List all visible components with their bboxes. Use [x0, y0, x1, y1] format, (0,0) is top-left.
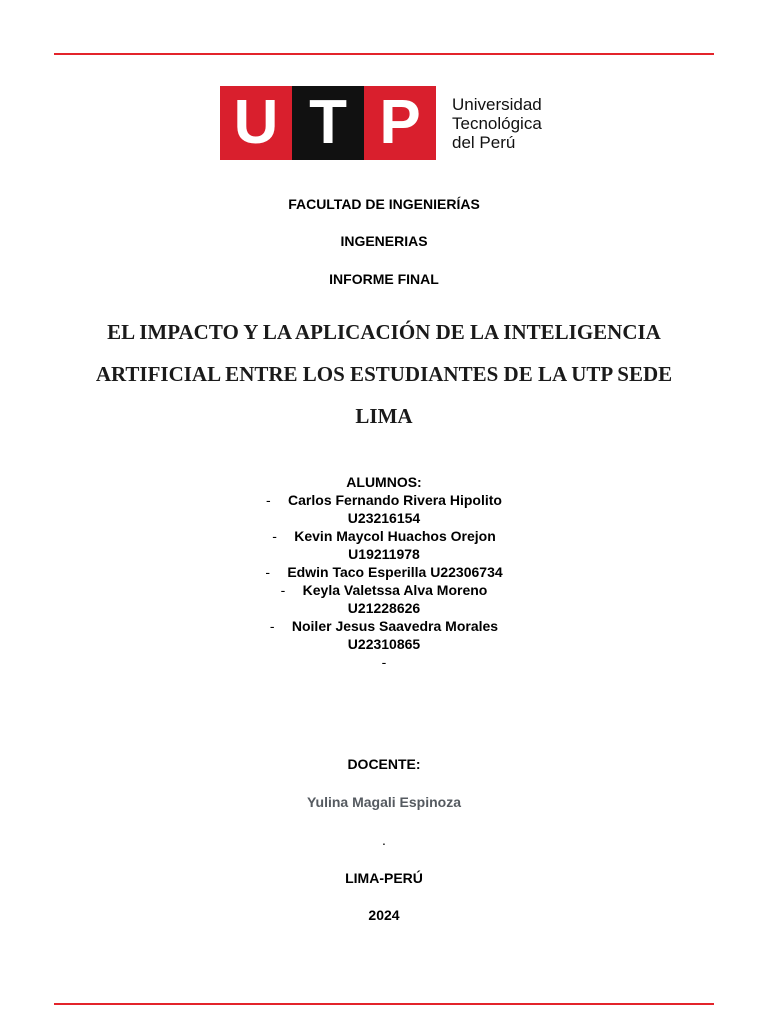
logo-letter-p: P — [364, 86, 436, 160]
university-name-line-1: Universidad — [452, 95, 542, 114]
student-name: Keyla Valetssa Alva Moreno — [302, 582, 488, 598]
report-type-heading: INFORME FINAL — [329, 271, 439, 287]
university-name-line-2: Tecnológica — [452, 114, 542, 133]
university-name-line-3: del Perú — [452, 133, 516, 152]
title-line-1: EL IMPACTO Y LA APLICACIÓN DE LA INTELIGENCIA — [107, 320, 661, 344]
student-3-name — [0, 563, 768, 581]
faculty-heading: FACULTAD DE INGENIERÍAS — [288, 196, 480, 212]
student-name: Edwin Taco Esperilla U22306734 — [287, 564, 503, 580]
top-red-rule — [54, 53, 714, 55]
trailing-dash: - — [381, 654, 387, 670]
list-dash: - — [272, 528, 277, 544]
location: LIMA-PERÚ — [345, 870, 423, 886]
student-1-code: U23216154 — [347, 510, 421, 526]
student-1-name — [0, 491, 768, 509]
student-5-name — [0, 617, 768, 635]
separator-dot: . — [382, 832, 386, 848]
student-2-code: U19211978 — [348, 546, 420, 562]
title-line-2: ARTIFICIAL ENTRE LOS ESTUDIANTES DE LA UTP SEDE — [95, 362, 673, 386]
year: 2024 — [368, 907, 400, 923]
title-line-3: LIMA — [355, 404, 413, 428]
student-name: Kevin Maycol Huachos Orejon — [294, 528, 496, 544]
students-section — [0, 473, 768, 671]
logo-letter-u: U — [220, 86, 292, 160]
document-title — [84, 311, 684, 437]
students-label: ALUMNOS: — [346, 474, 422, 490]
program-heading: INGENERIAS — [340, 233, 428, 249]
student-name: Carlos Fernando Rivera Hipolito — [288, 492, 502, 508]
bottom-red-rule — [54, 1003, 714, 1005]
docente-name: Yulina Magali Espinoza — [306, 794, 462, 810]
list-dash: - — [266, 492, 271, 508]
docente-label: DOCENTE: — [347, 756, 421, 772]
student-4-code: U21228626 — [347, 600, 421, 616]
logo-letter-t: T — [292, 86, 364, 160]
student-4-name — [0, 581, 768, 599]
student-name: Noiler Jesus Saavedra Morales — [291, 618, 499, 634]
student-5-code: U22310865 — [347, 636, 421, 652]
list-dash: - — [265, 564, 271, 580]
university-name — [452, 95, 542, 152]
list-dash: - — [280, 582, 286, 598]
utp-logo — [220, 86, 560, 160]
list-dash: - — [269, 618, 275, 634]
student-2-name — [0, 527, 768, 545]
